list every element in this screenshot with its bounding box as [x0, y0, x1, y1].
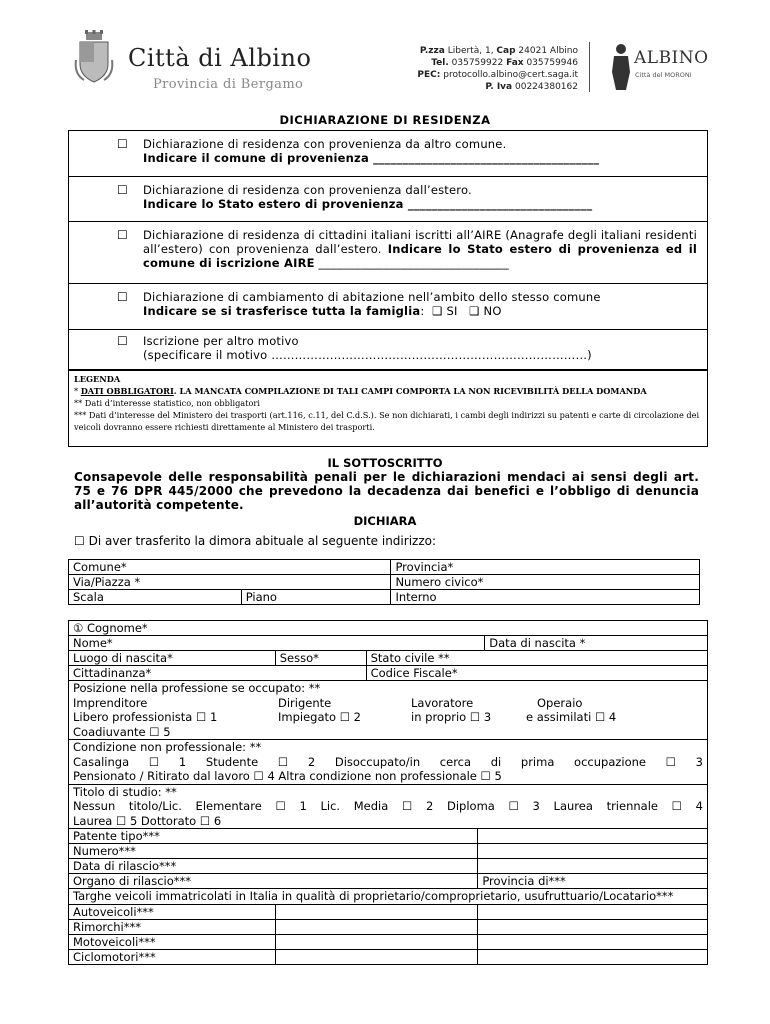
- person-table: [68, 620, 708, 965]
- condizione-options-2[interactable]: Pensionato / Ritirato dal lavoro ☐ 4 Altra condizione non professionale ☐ 5: [73, 769, 502, 783]
- motoveicoli-value-1[interactable]: [275, 934, 478, 949]
- autoveicoli-value-2[interactable]: [478, 904, 708, 919]
- checkbox[interactable]: ☐: [117, 334, 128, 348]
- no-checkbox[interactable]: ❑ NO: [469, 304, 502, 318]
- data-rilascio-field[interactable]: Data di rilascio***: [69, 859, 478, 874]
- si-checkbox[interactable]: ❑ SI: [432, 304, 458, 318]
- comune-field[interactable]: Comune*: [69, 560, 391, 575]
- data-rilascio-value[interactable]: [478, 859, 708, 874]
- patente-field[interactable]: Patente tipo***: [69, 829, 478, 844]
- impiegato-option[interactable]: Impiegato ☐ 2: [278, 710, 361, 724]
- contact-block: P.zza Libertà, 1, Cap 24021 Albino Tel. 035759922 Fax 035759946 PEC: protocollo.albino@cert.saga.it P. Iva 00224380162: [417, 46, 578, 92]
- assimilati-option[interactable]: e assimilati ☐ 4: [526, 710, 617, 724]
- posizione-section: Posizione nella professione se occupato: ** Imprenditore Dirigente Lavoratore Operaio Libero professionista ☐ 1 Impiegato ☐ 2 in proprio ☐ 3 e assimilati ☐ 4 Coadiuvante ☐ 5: [69, 681, 708, 740]
- ciclomotori-field[interactable]: Ciclomotori***: [69, 949, 276, 964]
- piano-field[interactable]: Piano: [241, 590, 391, 605]
- luogo-nascita-field[interactable]: Luogo di nascita*: [69, 651, 276, 666]
- transfer-checkbox[interactable]: ☐ Di aver trasferito la dimora abituale al seguente indirizzo:: [74, 534, 437, 548]
- option-altro-comune: ☐ Dichiarazione di residenza con provenienza da altro comune. Indicare il comune di provenienza ______________________________________: [69, 131, 707, 177]
- checkbox[interactable]: ☐: [117, 290, 128, 304]
- organo-rilascio-field[interactable]: Organo di rilascio***: [69, 874, 478, 889]
- numero-value[interactable]: [478, 844, 708, 859]
- option-aire: ☐ Dichiarazione di residenza di cittadini italiani iscritti all’AIRE (Anagrafe degli italiani residenti all’estero) con provenienza dall’estero. Indicare lo Stato estero di provenienza ed il comune di iscrizione AIRE ________________________________: [69, 222, 707, 284]
- motoveicoli-field[interactable]: Motoveicoli***: [69, 934, 276, 949]
- data-nascita-field[interactable]: Data di nascita *: [485, 636, 708, 651]
- coadiuvante-option[interactable]: Coadiuvante ☐ 5: [73, 724, 171, 739]
- option-estero: ☐ Dichiarazione di residenza con provenienza dall’estero. Indicare lo Stato estero di provenienza _______________________________: [69, 177, 707, 222]
- stato-civile-field[interactable]: Stato civile **: [366, 651, 707, 666]
- autoveicoli-value-1[interactable]: [275, 904, 478, 919]
- rimorchi-field[interactable]: Rimorchi***: [69, 919, 276, 934]
- in-proprio-option[interactable]: in proprio ☐ 3: [411, 710, 492, 724]
- declaration-text: Consapevole delle responsabilità penali per le dichiarazioni mendaci ai sensi degli art. 75 e 76 DPR 445/2000 che prevedono la decadenza dai benefici e l’obbligo di denuncia all’autorità competente.: [74, 470, 699, 512]
- coat-of-arms-icon: [74, 30, 114, 86]
- checkbox[interactable]: ☐: [117, 228, 128, 242]
- titolo-options-2[interactable]: Laurea ☐ 5 Dottorato ☐ 6: [73, 813, 222, 828]
- page-title: DICHIARAZIONE DI RESIDENZA: [279, 113, 491, 127]
- via-field[interactable]: Via/Piazza *: [69, 575, 391, 590]
- condizione-options[interactable]: Casalinga ☐ 1 Studente ☐ 2 Disoccupato/in cerca di prima occupazione ☐ 3: [73, 754, 703, 769]
- residence-options: [68, 130, 708, 370]
- rimorchi-value-1[interactable]: [275, 919, 478, 934]
- pec-link[interactable]: protocollo.albino@cert.saga.it: [443, 70, 578, 80]
- address-table: [68, 559, 700, 605]
- dichiara-heading: DICHIARA: [353, 514, 417, 528]
- checkbox[interactable]: ☐: [117, 137, 128, 151]
- provincia-rilascio-field[interactable]: Provincia di***: [478, 874, 708, 889]
- rimorchi-value-2[interactable]: [478, 919, 708, 934]
- ciclomotori-value-2[interactable]: [478, 949, 708, 964]
- header-divider: [589, 42, 590, 92]
- province-name: Provincia di Bergamo: [153, 77, 304, 92]
- autoveicoli-field[interactable]: Autoveicoli***: [69, 904, 276, 919]
- dati-obbligatori-link: DATI OBBLIGATORI: [80, 386, 174, 396]
- city-name: Città di Albino: [128, 44, 312, 72]
- albino-logo: ALBINO Città del MORONI: [608, 42, 698, 92]
- numero-field[interactable]: Numero***: [69, 844, 478, 859]
- provincia-field[interactable]: Provincia*: [391, 560, 700, 575]
- option-stesso-comune: ☐ Dichiarazione di cambiamento di abitazione nell’ambito dello stesso comune Indicare se si trasferisce tutta la famiglia: ❑ SI ❑ NO: [69, 284, 707, 330]
- cittadinanza-field[interactable]: Cittadinanza*: [69, 666, 367, 681]
- interno-field[interactable]: Interno: [391, 590, 700, 605]
- condizione-section: Condizione non professionale: ** Casalinga ☐ 1 Studente ☐ 2 Disoccupato/in cerca di prima occupazione ☐ 3 Pensionato / Ritirato dal lavoro ☐ 4 Altra condizione non professionale ☐ 5: [69, 740, 708, 785]
- section-heading: IL SOTTOSCRITTO: [327, 456, 443, 470]
- codice-fiscale-field[interactable]: Codice Fiscale*: [366, 666, 707, 681]
- libero-professionista-option[interactable]: Libero professionista ☐ 1: [73, 710, 218, 724]
- nome-field[interactable]: Nome*: [69, 636, 485, 651]
- option-altro-motivo: ☐ Iscrizione per altro motivo (specificare il motivo ………………………………………………………………………): [117, 334, 592, 362]
- ciclomotori-value-1[interactable]: [275, 949, 478, 964]
- motoveicoli-value-2[interactable]: [478, 934, 708, 949]
- titolo-options[interactable]: Nessun titolo/Lic. Elementare ☐ 1 Lic. Media ☐ 2 Diploma ☐ 3 Laurea triennale ☐ 4: [73, 799, 703, 813]
- patente-value[interactable]: [478, 829, 708, 844]
- scala-field[interactable]: Scala: [69, 590, 242, 605]
- titolo-studio-section: Titolo di studio: ** Nessun titolo/Lic. Elementare ☐ 1 Lic. Media ☐ 2 Diploma ☐ 3 Laurea triennale ☐ 4 Laurea ☐ 5 Dottorato ☐ 6: [69, 784, 708, 829]
- sesso-field[interactable]: Sesso*: [275, 651, 366, 666]
- checkbox[interactable]: ☐: [117, 183, 128, 197]
- legend: LEGENDA * DATI OBBLIGATORI. LA MANCATA COMPILAZIONE DI TALI CAMPI COMPORTA LA NON RICEVIBILITÀ DELLA DOMANDA ** Dati d’interesse statistico, non obbligatori *** Dati d’interesse del Ministero dei trasporti (art.116, c.11, del C.d.S.). Se non dichiarati, i cambi degli indirizzi su patenti e carte di circolazione dei veicoli dovranno essere richiesti direttamente al Ministero dei trasporti.: [68, 370, 708, 447]
- civico-field[interactable]: Numero civico*: [391, 575, 700, 590]
- figure-icon: [610, 42, 632, 92]
- targhe-section: Targhe veicoli immatricolati in Italia in qualità di proprietario/comproprietario, usufruttuario/Locatario***: [69, 889, 708, 905]
- cognome-field[interactable]: ① Cognome*: [69, 621, 708, 636]
